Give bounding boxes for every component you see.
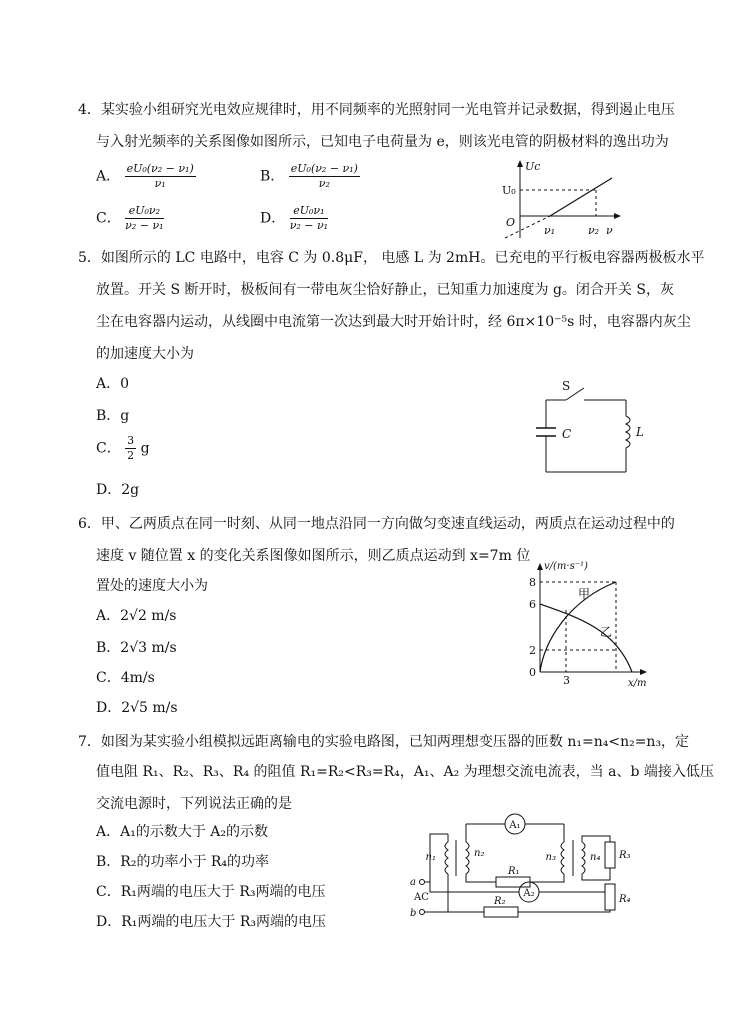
q5-option-c[interactable] [96, 434, 150, 463]
q4-option-b-fraction: $\frac{\text{eU₀(ν₂ − ν₁)}}{\text{ν₂}}$ [290, 162, 358, 190]
q5-stem-line2: 放置。开关 S 断开时，极板间有一带电灰尘恰好静止，已知重力加速度为 g。闭合开关 S，灰 [96, 282, 674, 298]
q6-xlabel: x/m [628, 678, 647, 689]
q4-origin-label: O [506, 216, 516, 229]
q7-b-label: b [410, 908, 417, 919]
q5-capacitor-label: C [562, 427, 572, 441]
q6-option-d[interactable]: D．2√5 m/s [96, 700, 178, 716]
q4-option-a-fraction: $\frac{\text{eU₀(ν₂ − ν₁)}}{\text{ν₁}}$ [126, 162, 194, 190]
q6-stem-line1: 6．甲、乙两质点在同一时刻、从同一地点沿同一方向做匀变速直线运动，两质点在运动过程中的 [78, 516, 675, 532]
q7-resistor-r2 [484, 907, 518, 917]
q7-wire-r2-right [518, 910, 610, 912]
q7-n3-label: n₃ [545, 852, 556, 863]
q4-u0-label: U₀ [502, 184, 516, 197]
q4-ylabel: Uc [525, 160, 541, 173]
q6-stem-line3: 置处的速度大小为 [96, 578, 208, 594]
q5-option-c-tail: g [140, 440, 150, 457]
q7-a-label: a [410, 877, 416, 888]
q6-option-c[interactable]: C．4m/s [96, 670, 155, 686]
q7-stem-line2: 值电阻 R₁、R₂、R₃、R₄ 的阻值 R₁=R₂<R₃=R₄，A₁、A₂ 为理想交流电流表，当 a、b 端接入低压 [96, 764, 714, 780]
q6-x-arrow-icon [640, 669, 647, 675]
q6-option-a[interactable]: A．2√2 m/s [96, 608, 177, 624]
q7-a2-label: A₂ [523, 888, 535, 899]
q6-y-arrow-icon [537, 563, 543, 570]
q7-stem-line3: 交流电源时，下列说法正确的是 [96, 796, 292, 812]
q4-option-d-label: D． [260, 210, 286, 227]
q7-resistor-r4 [605, 884, 615, 910]
q4-x-arrow-icon [614, 213, 621, 219]
q5-option-d[interactable]: D．2g [96, 482, 140, 498]
q4-figure-uc-vs-nu [500, 158, 630, 248]
q7-coil-n1 [445, 842, 448, 874]
q7-r1-label: R₁ [508, 866, 520, 877]
q4-option-c[interactable] [96, 204, 164, 233]
q7-r3-label: R₃ [619, 850, 631, 861]
q7-option-d[interactable]: D．R₁两端的电压大于 R₃两端的电压 [96, 914, 326, 930]
q7-wire-r3-top [582, 836, 610, 842]
q7-wire-r1-left [466, 874, 496, 882]
q6-option-b[interactable]: B．2√3 m/s [96, 640, 177, 656]
q6-figure-v-vs-x [520, 560, 660, 690]
q4-option-d-fraction: $\frac{\text{eU₀ν₁}}{\text{ν₂ − ν₁}}$ [289, 204, 329, 232]
q7-r4-label: R₄ [619, 894, 631, 905]
q7-option-c[interactable]: C．R₁两端的电压大于 R₃两端的电压 [96, 884, 326, 900]
q7-coil-n2 [466, 842, 469, 874]
q6-yi-label: 乙 [600, 625, 613, 639]
q5-stem-line4: 的加速度大小为 [96, 346, 194, 362]
q6-ylabel: v/(m·s⁻¹) [544, 561, 588, 572]
q7-figure-transmission-circuit [400, 808, 640, 943]
q7-n1-label: n₁ [425, 852, 436, 863]
q4-option-d[interactable] [260, 204, 328, 233]
q6-y8-label: 8 [529, 576, 536, 589]
q6-jia-label: 甲 [578, 587, 591, 601]
q5-option-c-label: C． [96, 440, 121, 457]
q7-a1-label: A₁ [509, 820, 521, 831]
q4-option-b[interactable] [260, 162, 360, 191]
q6-y6-label: 6 [529, 598, 536, 611]
q4-option-c-fraction: $\frac{\text{eU₀ν₂}}{\text{ν₂ − ν₁}}$ [125, 204, 164, 232]
q6-x3-label: 3 [563, 674, 570, 687]
q7-terminal-b [420, 910, 425, 915]
q7-resistor-r1 [496, 877, 530, 887]
q7-wire-r3-bottom [582, 868, 610, 880]
q7-n4-label: n₄ [590, 852, 601, 863]
q6-stem-line2: 速度 v 随位置 x 的变化关系图像如图所示，则乙质点运动到 x=7m 位 [96, 548, 531, 564]
q7-option-b[interactable]: B．R₂的功率小于 R₄的功率 [96, 854, 270, 870]
q5-option-a[interactable]: A．0 [96, 376, 130, 392]
q5-option-b[interactable]: B．g [96, 408, 130, 424]
q7-terminal-a [420, 880, 425, 885]
q5-figure-lc-circuit [520, 380, 650, 480]
q4-option-c-label: C． [96, 210, 121, 227]
q7-coil-n4 [582, 842, 585, 874]
q4-stem-line1: 4．某实验小组研究光电效应规律时，用不同频率的光照射同一光电管并记录数据，得到遏止电压 [78, 102, 675, 118]
q4-stem-line2: 与入射光频率的关系图像如图所示，已知电子电荷量为 e，则该光电管的阴极材料的逸出功为 [96, 134, 669, 150]
q6-y2-label: 2 [529, 644, 536, 657]
q4-option-a[interactable] [96, 162, 196, 191]
q4-v-label: ν [606, 224, 613, 237]
q5-switch-label: S [562, 379, 571, 393]
q5-option-c-fraction: $\frac{3}{2}$ [127, 434, 135, 462]
q4-v2-label: ν₂ [588, 224, 600, 237]
q7-ac-label: AC [414, 892, 429, 903]
q5-stem-line1: 5．如图所示的 LC 电路中，电容 C 为 0.8μF， 电感 L 为 2mH。已充电的平行板电容器两极板水平 [78, 250, 705, 266]
q7-wire-r1-right [530, 874, 564, 882]
q5-inductor-label: L [636, 425, 644, 439]
q5-stem-line3: 尘在电容器内运动，从线圈中电流第一次达到最大时开始计时，经 6π×10⁻⁵s 时，电容器内灰尘 [96, 314, 691, 330]
q4-v1-label: ν₁ [544, 224, 556, 237]
q6-curve-yi [540, 604, 632, 672]
q6-y0-label: 0 [529, 666, 536, 679]
q7-n2-label: n₂ [474, 848, 485, 859]
q7-r2-label: R₂ [494, 896, 506, 907]
q5-inductor-coil [626, 416, 630, 448]
q7-resistor-r3 [605, 842, 615, 868]
q7-option-a[interactable]: A．A₁的示数大于 A₂的示数 [96, 824, 269, 840]
q4-option-a-label: A． [96, 168, 121, 185]
q4-graph-line [550, 178, 612, 216]
q4-option-b-label: B． [260, 168, 285, 185]
q7-stem-line1: 7．如图为某实验小组模拟远距离输电的实验电路图，已知两理想变压器的匝数 n₁=n₄<n₂=n₃，定 [78, 734, 690, 750]
q4-y-arrow-icon [517, 160, 523, 167]
q7-coil-n3 [561, 842, 564, 874]
